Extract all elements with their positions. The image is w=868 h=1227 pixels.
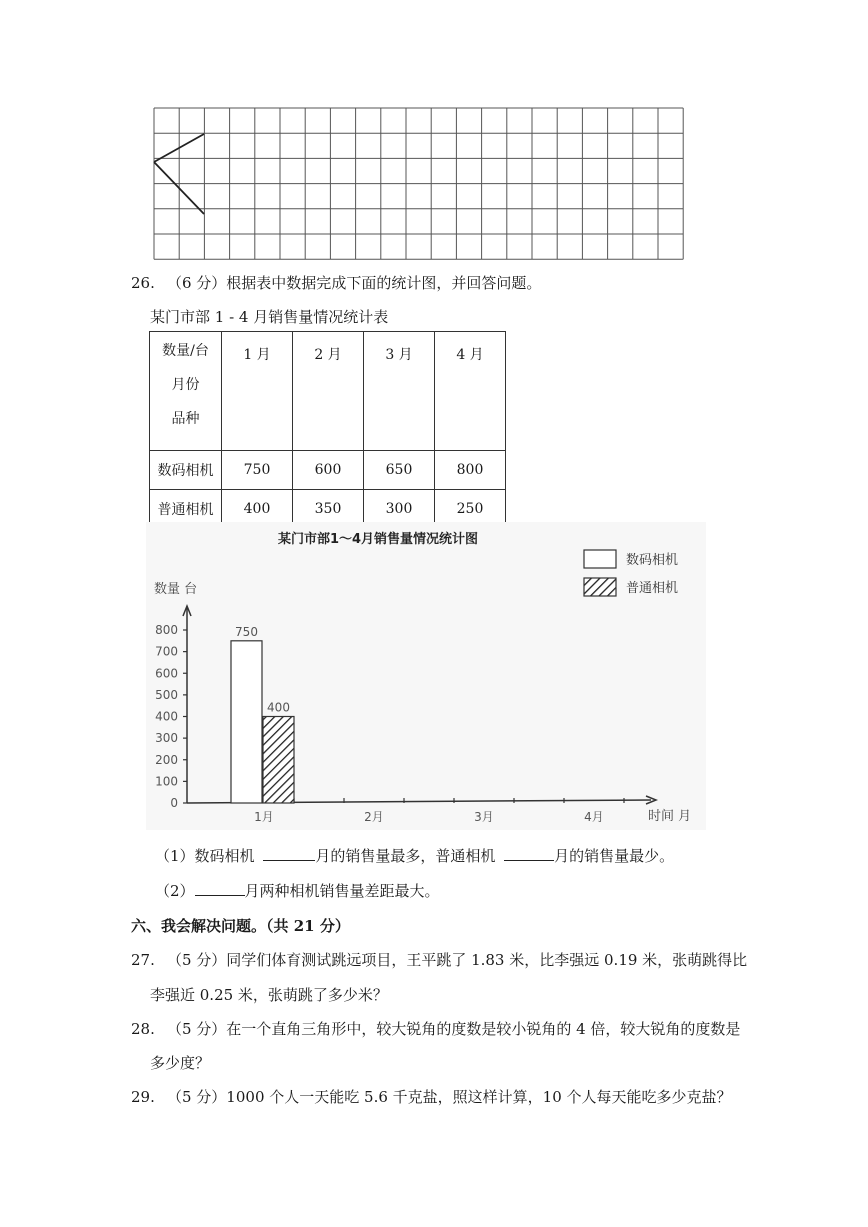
legend-label: 普通相机 — [626, 581, 679, 596]
grid-figure — [148, 104, 684, 262]
y-tick-label: 100 — [155, 774, 178, 789]
table-header-row — [150, 332, 506, 451]
month-header: 4 月 — [435, 332, 506, 451]
sub-question-2: （2） 月两种相机销售量差距最大。 — [155, 882, 440, 900]
x-tick-label: 3月 — [474, 810, 494, 824]
month-header: 3 月 — [364, 332, 435, 451]
table-cell: 400 — [222, 490, 293, 529]
question-29: 29. （5 分）1000 个人一天能吃 5.6 千克盐，照这样计算，10 个人每天能吃多少克盐？ — [131, 1088, 732, 1106]
table-cell: 250 — [435, 490, 506, 529]
bar — [231, 641, 262, 803]
data-label: 750 — [235, 624, 258, 639]
y-tick-label: 200 — [155, 752, 178, 767]
y-axis-label: 数量 台 — [154, 582, 198, 597]
row-label: 数码相机 — [150, 451, 222, 490]
month-header: 2 月 — [293, 332, 364, 451]
table-cell: 650 — [364, 451, 435, 490]
y-tick-label: 0 — [170, 796, 178, 810]
bar — [263, 717, 294, 804]
legend-swatch-normal — [584, 578, 616, 596]
answer-blank[interactable] — [195, 881, 245, 896]
table-row — [150, 451, 506, 490]
table-cell: 800 — [435, 451, 506, 490]
table-cell: 750 — [222, 451, 293, 490]
question-27-cont: 李强近 0.25 米，张萌跳了多少米？ — [150, 986, 388, 1004]
y-tick-label: 700 — [155, 644, 178, 659]
answer-blank[interactable] — [504, 846, 554, 861]
row-label: 普通相机 — [150, 490, 222, 529]
question-28-cont: 多少度？ — [150, 1054, 211, 1072]
sales-table — [149, 331, 506, 529]
table-cell: 350 — [293, 490, 364, 529]
month-header: 1 月 — [222, 332, 293, 451]
question-number: 28. — [131, 1020, 155, 1038]
bar-chart — [146, 522, 706, 830]
y-tick-label: 400 — [155, 709, 178, 724]
question-text: （6 分）根据表中数据完成下面的统计图，并回答问题。 — [167, 274, 542, 292]
table-cell: 600 — [293, 451, 364, 490]
question-number: 27. — [131, 951, 155, 969]
chart-title: 某门市部1～4月销售量情况统计图 — [277, 532, 479, 547]
data-label: 400 — [267, 700, 290, 715]
x-axis-label: 时间 月 — [648, 809, 692, 824]
section-heading: 六、我会解决问题。（共 21 分） — [131, 917, 350, 935]
question-26 — [131, 272, 541, 293]
sub-question-1: （1）数码相机 月的销售量最多，普通相机 月的销售量最少。 — [155, 847, 675, 865]
x-tick-label: 4月 — [584, 810, 604, 824]
legend-swatch-digital — [584, 550, 616, 568]
corner-cell: 数量/台 月份 品种 — [150, 332, 222, 451]
answer-blank[interactable] — [263, 846, 315, 861]
question-27: 27. （5 分）同学们体育测试跳远项目，王平跳了 1.83 米，比李强远 0.19 米，张萌跳得比 — [131, 951, 748, 969]
y-tick-label: 600 — [155, 666, 178, 681]
table-cell: 300 — [364, 490, 435, 529]
y-tick-label: 500 — [155, 687, 178, 702]
question-number: 26. — [131, 274, 155, 292]
x-tick-label: 1月 — [254, 810, 274, 824]
y-tick-label: 300 — [155, 731, 178, 746]
legend-label: 数码相机 — [626, 553, 679, 568]
table-title: 某门市部 1 - 4 月销售量情况统计表 — [150, 308, 389, 326]
question-number: 29. — [131, 1088, 155, 1106]
x-tick-label: 2月 — [364, 810, 384, 824]
y-tick-label: 800 — [155, 623, 178, 637]
question-28: 28. （5 分）在一个直角三角形中，较大锐角的度数是较小锐角的 4 倍，较大锐角的度数是 — [131, 1020, 741, 1038]
